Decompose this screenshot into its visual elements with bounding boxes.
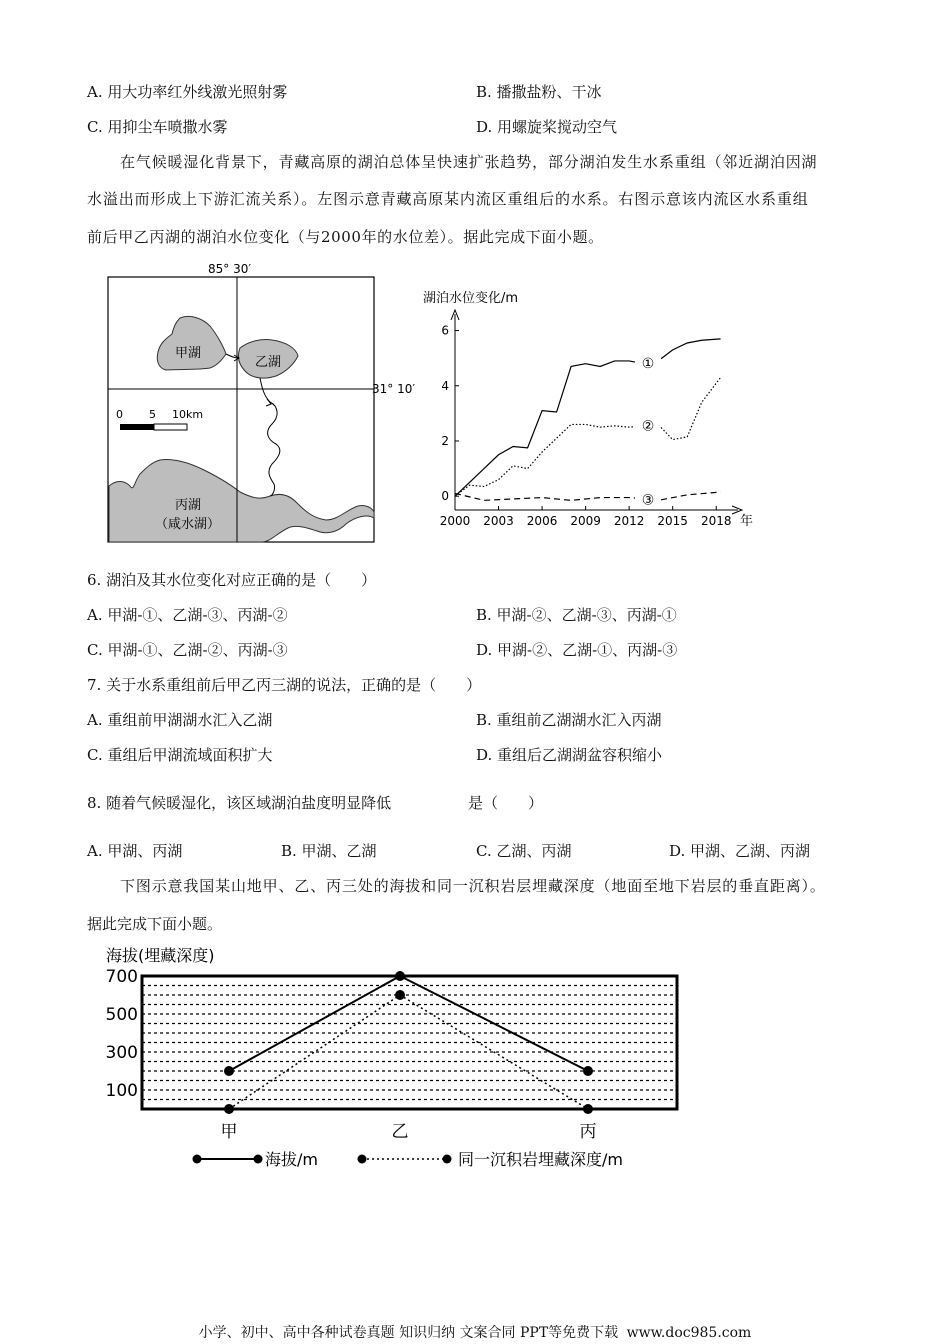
intro1-line-2: 水溢出而形成上下游汇流关系）。左图示意青藏高原某内流区重组后的水系。右图示意该内流区水系重组 bbox=[87, 190, 809, 208]
q7-option-d: D. 重组后乙湖湖盆容积缩小 bbox=[476, 746, 663, 764]
chart1-series-3-line bbox=[661, 492, 721, 500]
chart1-series-2-label: ② bbox=[641, 418, 655, 435]
chart1-xtick-label: 2003 bbox=[483, 514, 514, 528]
q8-stem-end: 是（ ） bbox=[468, 794, 544, 812]
q7-option-b: B. 重组前乙湖湖水汇入丙湖 bbox=[476, 711, 662, 729]
legend-depth-label: 同一沉积岩埋藏深度/m bbox=[458, 1150, 623, 1169]
q7-option-c: C. 重组后甲湖流域面积扩大 bbox=[87, 746, 273, 764]
q8-option-a: A. 甲湖、丙湖 bbox=[87, 842, 183, 860]
scale-tick-5: 5 bbox=[149, 408, 156, 421]
chart1-xtick-label: 2006 bbox=[526, 514, 558, 528]
legend-elevation-dot-right bbox=[254, 1155, 263, 1164]
q6-option-b: B. 甲湖-②、乙湖-③、丙湖-① bbox=[476, 606, 677, 624]
chart1-xtick-label: 2018 bbox=[700, 514, 732, 528]
chart2-category-label: 甲 bbox=[220, 1122, 238, 1142]
q6-option-d: D. 甲湖-②、乙湖-①、丙湖-③ bbox=[476, 641, 678, 659]
q5-option-c: C. 用抑尘车喷撒水雾 bbox=[87, 118, 228, 136]
chart2-category-label: 乙 bbox=[391, 1122, 409, 1142]
intro2-line-1: 下图示意我国某山地甲、乙、丙三处的海拔和同一沉积岩层埋藏深度（地面至地下岩层的垂直距离）。 bbox=[120, 877, 826, 895]
chart1-series-3-line bbox=[455, 493, 635, 500]
intro1-line-3: 前后甲乙丙湖的湖泊水位变化（与2000年的水位差）。据此完成下面小题。 bbox=[87, 228, 604, 246]
chart1-series-2-line bbox=[661, 377, 721, 439]
lake-bing-label: 丙湖 bbox=[175, 498, 202, 513]
q6-option-a: A. 甲湖-①、乙湖-③、丙湖-② bbox=[87, 606, 288, 624]
chart1-ytick-label: 6 bbox=[441, 323, 449, 338]
chart2-title: 海拔(埋藏深度) bbox=[106, 946, 215, 965]
chart2-ytick-label: 500 bbox=[105, 1005, 138, 1025]
scale-bar-white bbox=[154, 424, 187, 430]
scale-tick-0: 0 bbox=[116, 408, 123, 421]
scale-tick-10: 10km bbox=[172, 408, 204, 421]
chart1-ytick-label: 4 bbox=[441, 378, 449, 393]
chart2-ytick-label: 100 bbox=[105, 1081, 138, 1101]
legend-depth-dot-left bbox=[358, 1155, 367, 1164]
footer-text: 小学、初中、高中各种试卷真题 知识归纳 文案合同 PPT等免费下载 bbox=[198, 1325, 619, 1341]
chart1-series-3-label: ③ bbox=[641, 492, 655, 509]
chart2-series-1-point bbox=[395, 971, 405, 981]
chart2-series-2-point bbox=[395, 990, 405, 1000]
footer-url[interactable]: www.doc985.com bbox=[626, 1325, 752, 1341]
legend-depth-dot-right bbox=[443, 1155, 452, 1164]
chart2-series-1-point bbox=[224, 1066, 234, 1076]
lake-yi-label: 乙湖 bbox=[255, 355, 282, 370]
q6-stem: 6. 湖泊及其水位变化对应正确的是（ ） bbox=[87, 571, 377, 589]
chart1-series-1-label: ① bbox=[641, 355, 655, 372]
chart2-series-1-point bbox=[583, 1066, 593, 1076]
chart2-ytick-label: 700 bbox=[105, 967, 138, 987]
chart1-xtick-label: 2000 bbox=[439, 514, 471, 528]
chart1-series-1-line bbox=[661, 339, 721, 359]
chart1-xtick-label: 2009 bbox=[570, 514, 601, 528]
elevation-depth-chart bbox=[100, 940, 700, 1175]
chart2-series-2-point bbox=[224, 1104, 234, 1114]
chart1-title: 湖泊水位变化/m bbox=[423, 291, 519, 306]
legend-elevation-dot-left bbox=[193, 1155, 202, 1164]
chart1-xtick-label: 2012 bbox=[613, 514, 645, 528]
q8-option-c: C. 乙湖、丙湖 bbox=[476, 842, 572, 860]
q5-option-b: B. 播撒盐粉、干冰 bbox=[476, 83, 602, 101]
water-level-chart bbox=[420, 282, 765, 532]
q7-option-a: A. 重组前甲湖湖水汇入乙湖 bbox=[87, 711, 273, 729]
chart2-ytick-label: 300 bbox=[105, 1043, 138, 1063]
drainage-map bbox=[100, 256, 416, 546]
q5-option-a: A. 用大功率红外线激光照射雾 bbox=[87, 83, 288, 101]
chart2-category-label: 丙 bbox=[579, 1122, 597, 1142]
chart2-series-2-point bbox=[583, 1104, 593, 1114]
latitude-label: 31° 10′ bbox=[372, 382, 416, 396]
chart1-ytick-label: 0 bbox=[441, 489, 449, 504]
intro1-line-1: 在气候暖湿化背景下，青藏高原的湖泊总体呈快速扩张趋势，部分湖泊发生水系重组（邻近湖泊因湖 bbox=[120, 153, 818, 171]
chart1-xtick-label: 2015 bbox=[657, 514, 688, 528]
intro2-line-2: 据此完成下面小题。 bbox=[87, 915, 223, 933]
chart1-series-1-line bbox=[455, 361, 635, 496]
q8-option-b: B. 甲湖、乙湖 bbox=[281, 842, 377, 860]
q8-stem: 8. 随着气候暖湿化，该区域湖泊盐度明显降低 bbox=[87, 794, 392, 812]
chart1-x-unit: 年 bbox=[740, 514, 754, 529]
chart1-series-2-line bbox=[455, 424, 635, 496]
legend-elevation-label: 海拔/m bbox=[265, 1150, 318, 1169]
longitude-label: 85° 30′ bbox=[208, 262, 252, 276]
lake-bing-note: （咸水湖） bbox=[155, 517, 221, 532]
chart1-ytick-label: 2 bbox=[441, 433, 449, 448]
q5-option-d: D. 用螺旋桨搅动空气 bbox=[476, 118, 618, 136]
q8-option-d: D. 甲湖、乙湖、丙湖 bbox=[669, 842, 811, 860]
q7-stem: 7. 关于水系重组前后甲乙丙三湖的说法，正确的是（ ） bbox=[87, 676, 482, 694]
lake-jia-label: 甲湖 bbox=[175, 346, 202, 361]
scale-bar-black bbox=[120, 424, 154, 430]
footer bbox=[0, 1324, 950, 1342]
q6-option-c: C. 甲湖-①、乙湖-②、丙湖-③ bbox=[87, 641, 288, 659]
